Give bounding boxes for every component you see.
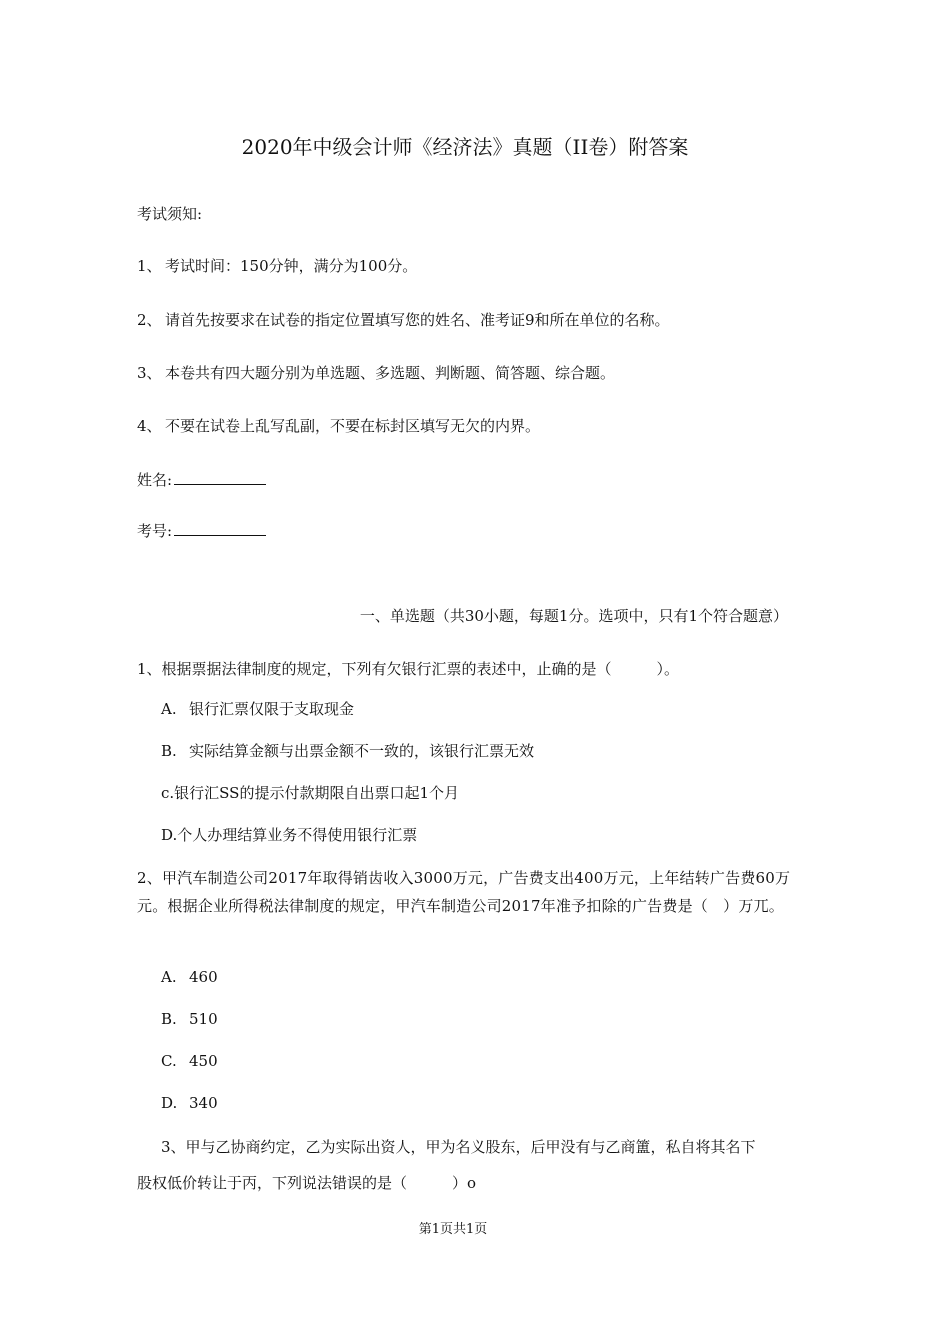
option-key: B.: [161, 742, 177, 760]
exam-number-label: 考号:: [137, 522, 173, 540]
question-1-option-a: [161, 699, 354, 719]
option-text: 银行汇票仅限于支取现金: [189, 700, 355, 718]
name-field: [137, 470, 266, 490]
option-text: 450: [189, 1052, 218, 1070]
option-text: 实际结算金额与出票金额不一致的，该银行汇票无效: [189, 742, 535, 760]
question-1-option-c: c.银行汇SS的提示付款期限自出票口起1个月: [161, 784, 460, 802]
notice-item-number: 1、: [137, 257, 162, 275]
option-text: 340: [189, 1094, 218, 1112]
notice-item-text: 不要在试卷上乱写乱副，不要在标封区填写无欠的内界。: [165, 417, 541, 435]
option-key: B.: [161, 1010, 177, 1028]
question-3-stem-line-1: 3、甲与乙协商约定，乙为实际出资人，甲为名义股东，后甲没有与乙商簠，私自将其名下: [161, 1138, 756, 1156]
notice-item-number: 3、: [137, 364, 162, 382]
question-2-option-d: [161, 1093, 218, 1113]
exam-number-field: [137, 521, 266, 541]
notice-item-number: 2、: [137, 311, 162, 329]
option-key: A.: [161, 968, 177, 986]
notice-item-text: 考试时间：150分钟，满分为100分。: [165, 257, 418, 275]
question-2-option-a: [161, 967, 218, 987]
name-blank-line[interactable]: [174, 470, 266, 485]
section-heading: 一、单选题（共30小题，每题1分。选项中，只有1个符合题意）: [359, 607, 788, 625]
question-1-option-b: [161, 741, 534, 761]
question-2-option-c: [161, 1051, 218, 1071]
notice-item-2: [137, 310, 670, 330]
notice-item-text: 本卷共有四大题分别为单选题、多选题、判断题、简答题、综合题。: [165, 364, 616, 382]
question-2-option-b: [161, 1009, 218, 1029]
notice-heading: 考试须知:: [137, 205, 203, 223]
question-1-option-d: D.个人办理结算业务不得使用银行汇票: [161, 826, 418, 844]
question-2-stem: 2、甲汽车制造公司2017年取得销齿收入3000万元，广告费支出400万元，上年结转广告费60万元。根据企业所得税法律制度的规定，甲汽车制造公司2017年准予扣除的广告费是（ ）万兀。: [137, 869, 791, 915]
question-1-stem: 1、根据票据法律制度的规定，下列有欠银行汇票的表述中，止确的是（ ）。: [137, 660, 680, 678]
option-text: 460: [189, 968, 218, 986]
name-label: 姓名:: [137, 471, 173, 489]
notice-item-3: [137, 363, 615, 383]
document-title: 2020年中级会计师《经济法》真题（II卷）附答案: [241, 135, 689, 159]
notice-item-1: [137, 256, 417, 276]
page-footer: 第1页共1页: [418, 1222, 488, 1237]
notice-item-text: 请首先按要求在试卷的指定位置填写您的姓名、准考证9和所在单位的名称。: [165, 311, 670, 329]
exam-number-blank-line[interactable]: [174, 521, 266, 536]
option-key: A.: [161, 700, 177, 718]
notice-item-number: 4、: [137, 417, 162, 435]
option-text: 510: [189, 1010, 218, 1028]
option-key: C.: [161, 1052, 177, 1070]
option-key: D.: [161, 1094, 178, 1112]
question-3-stem-line-2: 股权低价转让于丙，下列说法错误的是（ ）o: [137, 1174, 477, 1192]
notice-item-4: [137, 416, 540, 436]
